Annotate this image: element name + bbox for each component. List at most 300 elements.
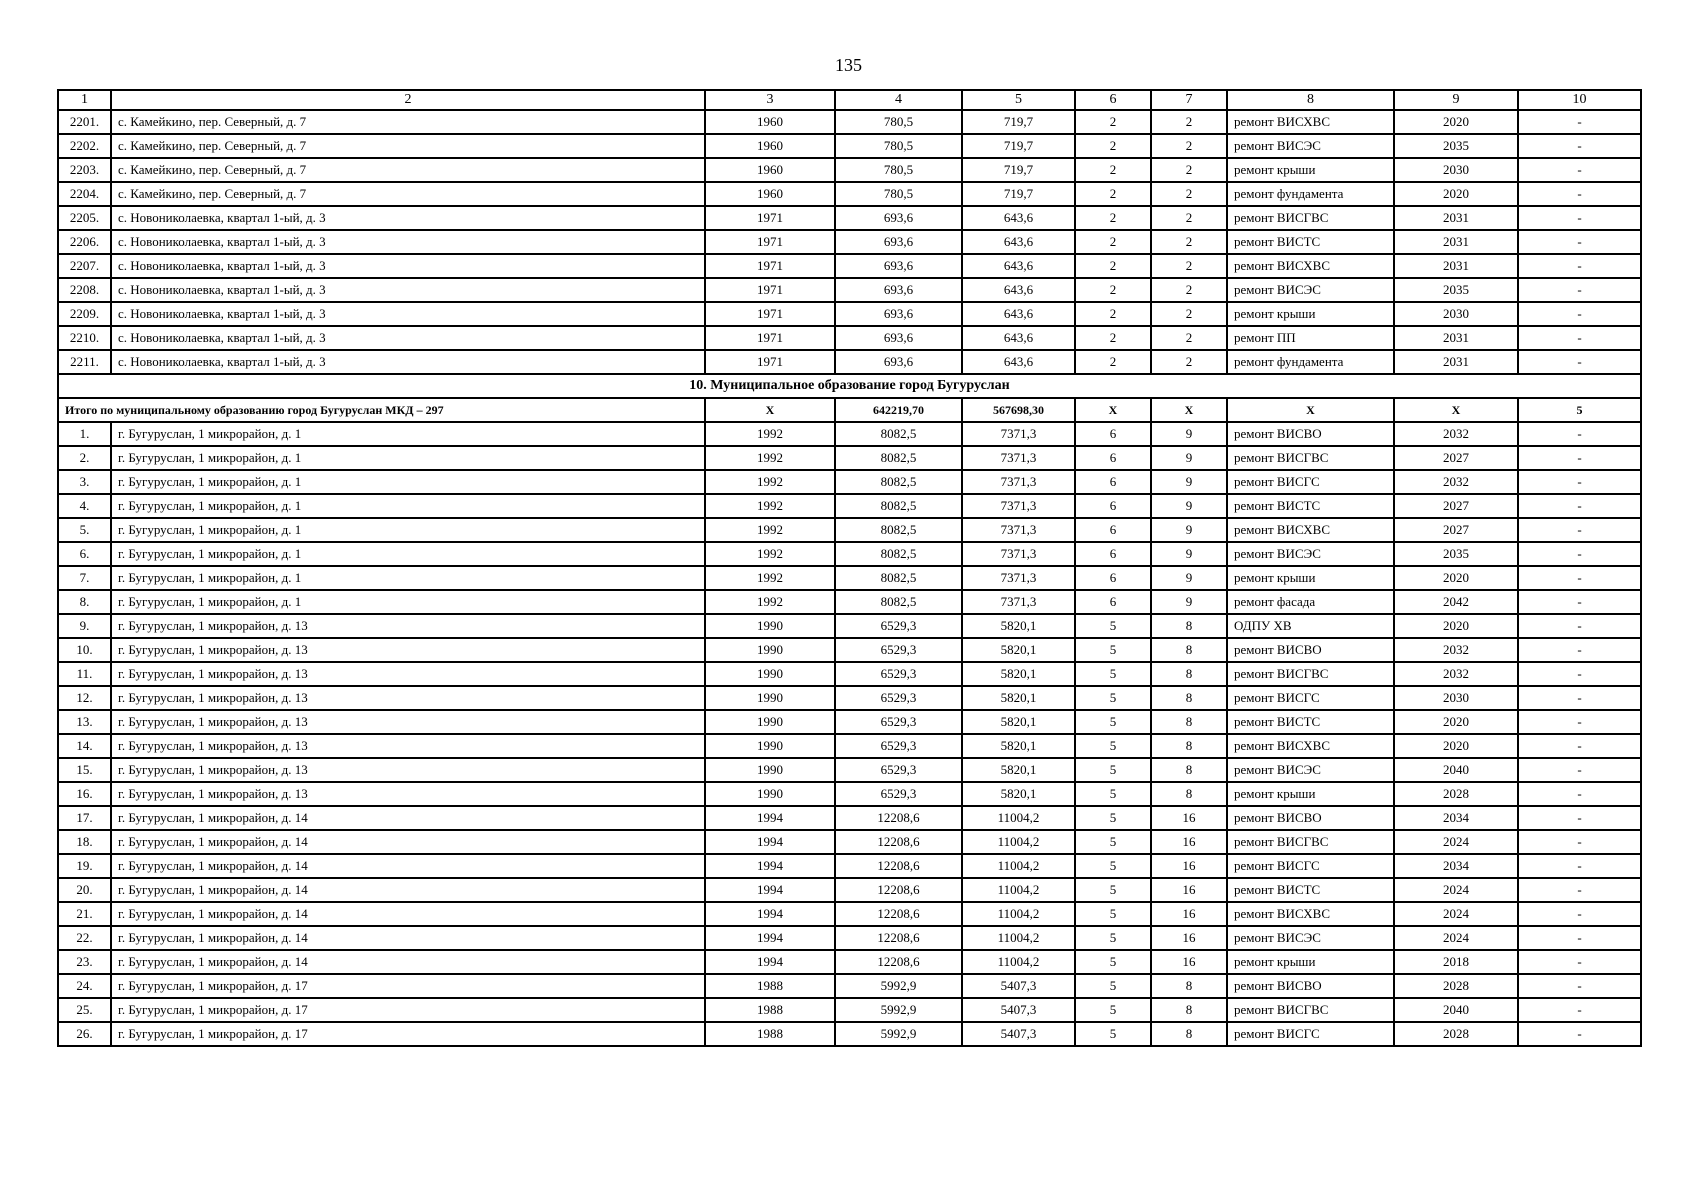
table-cell: 5	[1075, 758, 1151, 782]
table-cell: г. Бугуруслан, 1 микрорайон, д. 17	[111, 1022, 705, 1046]
table-cell: 5	[1075, 662, 1151, 686]
table-cell: 6	[1075, 446, 1151, 470]
table-cell: г. Бугуруслан, 1 микрорайон, д. 13	[111, 638, 705, 662]
table-cell: 2024	[1394, 878, 1518, 902]
table-cell: г. Бугуруслан, 1 микрорайон, д. 13	[111, 758, 705, 782]
table-cell: г. Бугуруслан, 1 микрорайон, д. 1	[111, 542, 705, 566]
table-cell: 2202.	[58, 134, 111, 158]
table-cell: ремонт ВИСХВС	[1227, 518, 1394, 542]
table-cell: 2	[1151, 350, 1227, 374]
page-number: 135	[835, 55, 862, 75]
table-cell: 21.	[58, 902, 111, 926]
table-cell: 780,5	[835, 158, 962, 182]
table-cell: ремонт ВИСВО	[1227, 806, 1394, 830]
table-row	[58, 494, 1641, 518]
table-cell: 1990	[705, 614, 835, 638]
table-cell: -	[1518, 350, 1641, 374]
table-cell: 2027	[1394, 494, 1518, 518]
table-cell: 1992	[705, 542, 835, 566]
table-row	[58, 446, 1641, 470]
table-cell: -	[1518, 134, 1641, 158]
table-cell: -	[1518, 1022, 1641, 1046]
table-cell: 1960	[705, 134, 835, 158]
total-row	[58, 398, 1641, 422]
table-cell: 5	[1075, 854, 1151, 878]
table-cell: 2	[1151, 230, 1227, 254]
table-cell: 5820,1	[962, 614, 1075, 638]
table-cell: 2.	[58, 446, 111, 470]
table-cell: г. Бугуруслан, 1 микрорайон, д. 13	[111, 710, 705, 734]
table-cell: 6.	[58, 542, 111, 566]
table-cell: 5.	[58, 518, 111, 542]
table-cell: -	[1518, 950, 1641, 974]
table-cell: ремонт ВИСЭС	[1227, 926, 1394, 950]
table-cell: 643,6	[962, 230, 1075, 254]
table-cell: -	[1518, 926, 1641, 950]
table-cell: 11004,2	[962, 950, 1075, 974]
table-cell: 11004,2	[962, 806, 1075, 830]
table-cell: 10.	[58, 638, 111, 662]
table-cell: г. Бугуруслан, 1 микрорайон, д. 1	[111, 518, 705, 542]
table-cell: -	[1518, 998, 1641, 1022]
table-cell: г. Бугуруслан, 1 микрорайон, д. 1	[111, 566, 705, 590]
header-row	[58, 90, 1641, 110]
table-cell: 6529,3	[835, 782, 962, 806]
table-row	[58, 878, 1641, 902]
table-cell: 1988	[705, 1022, 835, 1046]
table-cell: 12208,6	[835, 926, 962, 950]
table-cell: 2020	[1394, 566, 1518, 590]
table-cell: ремонт ВИСВО	[1227, 638, 1394, 662]
table-cell: 7371,3	[962, 518, 1075, 542]
table-cell: г. Бугуруслан, 1 микрорайон, д. 13	[111, 734, 705, 758]
table-cell: -	[1518, 278, 1641, 302]
table-cell: 2	[1151, 110, 1227, 134]
table-cell: 2030	[1394, 158, 1518, 182]
total-cell: X	[1227, 398, 1394, 422]
table-cell: ремонт ВИСГС	[1227, 854, 1394, 878]
table-cell: 9	[1151, 518, 1227, 542]
table-cell: 2027	[1394, 518, 1518, 542]
table-cell: 2	[1151, 326, 1227, 350]
table-cell: 11004,2	[962, 902, 1075, 926]
table-cell: ремонт ВИСГВС	[1227, 830, 1394, 854]
table-cell: 2207.	[58, 254, 111, 278]
table-cell: 1988	[705, 998, 835, 1022]
table-cell: с. Камейкино, пер. Северный, д. 7	[111, 182, 705, 206]
table-cell: -	[1518, 734, 1641, 758]
table-row	[58, 998, 1641, 1022]
table-cell: 14.	[58, 734, 111, 758]
table-cell: 719,7	[962, 134, 1075, 158]
table-cell: ремонт ВИСХВС	[1227, 254, 1394, 278]
table-cell: 6	[1075, 542, 1151, 566]
table-cell: 5407,3	[962, 974, 1075, 998]
table-cell: ремонт ВИСГС	[1227, 686, 1394, 710]
table-cell: 2031	[1394, 350, 1518, 374]
table-cell: 6529,3	[835, 614, 962, 638]
table-cell: ремонт крыши	[1227, 950, 1394, 974]
table-cell: 1992	[705, 590, 835, 614]
table-cell: 1992	[705, 566, 835, 590]
table-cell: 1971	[705, 206, 835, 230]
table-cell: 2020	[1394, 110, 1518, 134]
table-cell: 2	[1151, 302, 1227, 326]
table-cell: 7371,3	[962, 470, 1075, 494]
table-cell: 18.	[58, 830, 111, 854]
table-cell: 9	[1151, 422, 1227, 446]
table-cell: -	[1518, 518, 1641, 542]
table-row	[58, 1022, 1641, 1046]
table-cell: 2	[1075, 206, 1151, 230]
table-cell: -	[1518, 590, 1641, 614]
table-cell: ремонт ВИСХВС	[1227, 110, 1394, 134]
table-row	[58, 806, 1641, 830]
table-cell: г. Бугуруслан, 1 микрорайон, д. 13	[111, 686, 705, 710]
table-cell: 6529,3	[835, 758, 962, 782]
table-cell: 1971	[705, 326, 835, 350]
table-cell: 2	[1075, 326, 1151, 350]
table-cell: 5820,1	[962, 758, 1075, 782]
table-cell: с. Новониколаевка, квартал 1-ый, д. 3	[111, 254, 705, 278]
table-row	[58, 230, 1641, 254]
table-cell: 5	[1075, 974, 1151, 998]
table-cell: 693,6	[835, 206, 962, 230]
table-cell: 643,6	[962, 278, 1075, 302]
table-cell: 1994	[705, 830, 835, 854]
table-cell: -	[1518, 182, 1641, 206]
table-cell: 7371,3	[962, 590, 1075, 614]
table-cell: ремонт ВИСВО	[1227, 974, 1394, 998]
table-cell: 2034	[1394, 854, 1518, 878]
table-cell: -	[1518, 206, 1641, 230]
table-cell: г. Бугуруслан, 1 микрорайон, д. 1	[111, 494, 705, 518]
table-cell: 2209.	[58, 302, 111, 326]
table-cell: -	[1518, 902, 1641, 926]
table-cell: 5820,1	[962, 638, 1075, 662]
column-header: 10	[1518, 90, 1641, 110]
table-cell: 1994	[705, 950, 835, 974]
table-cell: 2	[1151, 206, 1227, 230]
table-cell: 2024	[1394, 902, 1518, 926]
table-row	[58, 254, 1641, 278]
table-cell: 2205.	[58, 206, 111, 230]
table-cell: 5	[1075, 734, 1151, 758]
table-cell: -	[1518, 806, 1641, 830]
table-cell: 693,6	[835, 326, 962, 350]
table-cell: 1988	[705, 974, 835, 998]
table-cell: 8082,5	[835, 566, 962, 590]
table-cell: ремонт ВИСТС	[1227, 230, 1394, 254]
table-cell: г. Бугуруслан, 1 микрорайон, д. 1	[111, 422, 705, 446]
column-header: 3	[705, 90, 835, 110]
table-cell: 9.	[58, 614, 111, 638]
column-header: 7	[1151, 90, 1227, 110]
table-cell: 9	[1151, 470, 1227, 494]
table-cell: 9	[1151, 494, 1227, 518]
table-cell: 693,6	[835, 230, 962, 254]
table-cell: 15.	[58, 758, 111, 782]
table-cell: 5992,9	[835, 974, 962, 998]
total-cell: 642219,70	[835, 398, 962, 422]
table-cell: ремонт фундамента	[1227, 182, 1394, 206]
table-cell: 2	[1151, 278, 1227, 302]
table-cell: 2027	[1394, 446, 1518, 470]
total-label: Итого по муниципальному образованию город Бугуруслан МКД – 297	[58, 398, 705, 422]
table-cell: 1994	[705, 806, 835, 830]
table-cell: -	[1518, 158, 1641, 182]
table-row	[58, 350, 1641, 374]
table-cell: 2	[1151, 158, 1227, 182]
table-cell: 7.	[58, 566, 111, 590]
table-cell: г. Бугуруслан, 1 микрорайон, д. 1	[111, 470, 705, 494]
table-cell: 7371,3	[962, 422, 1075, 446]
table-cell: 8.	[58, 590, 111, 614]
table-row	[58, 854, 1641, 878]
table-cell: -	[1518, 326, 1641, 350]
table-cell: 5407,3	[962, 1022, 1075, 1046]
table-cell: 719,7	[962, 182, 1075, 206]
table-row	[58, 734, 1641, 758]
table-cell: 5	[1075, 614, 1151, 638]
table-cell: 11004,2	[962, 878, 1075, 902]
table-cell: -	[1518, 662, 1641, 686]
table-row	[58, 470, 1641, 494]
table-cell: 5	[1075, 1022, 1151, 1046]
data-table	[57, 89, 1642, 1047]
table-cell: 12208,6	[835, 854, 962, 878]
table-cell: ремонт ВИСЭС	[1227, 278, 1394, 302]
table-row	[58, 926, 1641, 950]
table-cell: 8082,5	[835, 542, 962, 566]
table-cell: 5	[1075, 686, 1151, 710]
table-cell: 7371,3	[962, 542, 1075, 566]
table-cell: 19.	[58, 854, 111, 878]
table-cell: 8082,5	[835, 422, 962, 446]
table-cell: 2	[1075, 182, 1151, 206]
table-row	[58, 758, 1641, 782]
table-row	[58, 950, 1641, 974]
table-cell: 2035	[1394, 278, 1518, 302]
table-cell: 1992	[705, 422, 835, 446]
table-cell: 1990	[705, 662, 835, 686]
table-cell: 1994	[705, 902, 835, 926]
table-cell: 11004,2	[962, 926, 1075, 950]
table-cell: 2024	[1394, 830, 1518, 854]
table-cell: -	[1518, 830, 1641, 854]
table-cell: 2030	[1394, 686, 1518, 710]
table-cell: -	[1518, 974, 1641, 998]
table-cell: 8082,5	[835, 590, 962, 614]
table-cell: 2208.	[58, 278, 111, 302]
column-header: 9	[1394, 90, 1518, 110]
table-cell: 780,5	[835, 110, 962, 134]
table-cell: 1994	[705, 926, 835, 950]
table-cell: 2020	[1394, 182, 1518, 206]
table-cell: 643,6	[962, 254, 1075, 278]
table-cell: -	[1518, 302, 1641, 326]
table-cell: 11004,2	[962, 854, 1075, 878]
table-cell: -	[1518, 446, 1641, 470]
table-cell: 2	[1075, 230, 1151, 254]
table-cell: 5	[1075, 998, 1151, 1022]
table-cell: 693,6	[835, 254, 962, 278]
table-cell: г. Бугуруслан, 1 микрорайон, д. 1	[111, 446, 705, 470]
table-cell: 5	[1075, 782, 1151, 806]
table-cell: 2	[1075, 158, 1151, 182]
table-cell: -	[1518, 614, 1641, 638]
table-cell: г. Бугуруслан, 1 микрорайон, д. 17	[111, 998, 705, 1022]
table-cell: 6529,3	[835, 710, 962, 734]
table-cell: 2032	[1394, 638, 1518, 662]
table-cell: 8	[1151, 998, 1227, 1022]
table-cell: 2028	[1394, 974, 1518, 998]
table-cell: -	[1518, 230, 1641, 254]
table-cell: ремонт крыши	[1227, 302, 1394, 326]
table-cell: 2	[1075, 350, 1151, 374]
table-cell: г. Бугуруслан, 1 микрорайон, д. 14	[111, 854, 705, 878]
table-cell: 8	[1151, 974, 1227, 998]
table-cell: 8	[1151, 782, 1227, 806]
table-cell: 1960	[705, 182, 835, 206]
table-cell: 16	[1151, 854, 1227, 878]
table-cell: ремонт ВИСВО	[1227, 422, 1394, 446]
table-cell: -	[1518, 422, 1641, 446]
table-cell: 5	[1075, 878, 1151, 902]
table-cell: 9	[1151, 590, 1227, 614]
table-cell: 12.	[58, 686, 111, 710]
table-cell: 8082,5	[835, 494, 962, 518]
table-cell: 2032	[1394, 422, 1518, 446]
total-cell: X	[1075, 398, 1151, 422]
table-cell: 13.	[58, 710, 111, 734]
table-cell: 12208,6	[835, 878, 962, 902]
table-cell: ремонт ВИСГВС	[1227, 446, 1394, 470]
table-cell: 6529,3	[835, 686, 962, 710]
table-cell: 693,6	[835, 302, 962, 326]
table-cell: 11004,2	[962, 830, 1075, 854]
table-cell: ремонт фасада	[1227, 590, 1394, 614]
total-cell: X	[1394, 398, 1518, 422]
table-cell: 9	[1151, 542, 1227, 566]
table-cell: 1990	[705, 710, 835, 734]
table-row	[58, 974, 1641, 998]
table-cell: 6529,3	[835, 734, 962, 758]
table-cell: г. Бугуруслан, 1 микрорайон, д. 14	[111, 902, 705, 926]
table-row	[58, 542, 1641, 566]
table-cell: 5820,1	[962, 782, 1075, 806]
table-cell: 7371,3	[962, 566, 1075, 590]
table-cell: 6	[1075, 494, 1151, 518]
table-cell: -	[1518, 638, 1641, 662]
section-heading-row	[58, 374, 1641, 398]
table-cell: 26.	[58, 1022, 111, 1046]
table-cell: 12208,6	[835, 806, 962, 830]
table-cell: 2024	[1394, 926, 1518, 950]
column-header: 6	[1075, 90, 1151, 110]
table-cell: 20.	[58, 878, 111, 902]
table-cell: 5	[1075, 926, 1151, 950]
table-cell: 5992,9	[835, 1022, 962, 1046]
table-cell: 693,6	[835, 350, 962, 374]
table-cell: ремонт ВИСТС	[1227, 494, 1394, 518]
table-cell: ремонт ВИСЭС	[1227, 758, 1394, 782]
table-cell: 2206.	[58, 230, 111, 254]
table-cell: ремонт крыши	[1227, 566, 1394, 590]
table-cell: 2201.	[58, 110, 111, 134]
table-cell: 1994	[705, 854, 835, 878]
table-cell: 643,6	[962, 206, 1075, 230]
table-cell: 1990	[705, 758, 835, 782]
column-header: 4	[835, 90, 962, 110]
table-row	[58, 710, 1641, 734]
table-cell: ремонт фундамента	[1227, 350, 1394, 374]
table-cell: с. Камейкино, пер. Северный, д. 7	[111, 158, 705, 182]
table-cell: 2035	[1394, 134, 1518, 158]
table-cell: 2031	[1394, 206, 1518, 230]
table-cell: 9	[1151, 446, 1227, 470]
table-cell: 9	[1151, 566, 1227, 590]
table-row	[58, 326, 1641, 350]
table-cell: 2211.	[58, 350, 111, 374]
table-cell: 2042	[1394, 590, 1518, 614]
table-row	[58, 110, 1641, 134]
table-cell: 6529,3	[835, 662, 962, 686]
table-cell: 2	[1151, 254, 1227, 278]
table-cell: 2035	[1394, 542, 1518, 566]
table-cell: 6	[1075, 422, 1151, 446]
table-cell: 7371,3	[962, 494, 1075, 518]
table-row	[58, 686, 1641, 710]
table-cell: 6	[1075, 470, 1151, 494]
table-cell: 16	[1151, 926, 1227, 950]
table-cell: 3.	[58, 470, 111, 494]
table-cell: 1990	[705, 782, 835, 806]
table-cell: 1990	[705, 638, 835, 662]
table-cell: 17.	[58, 806, 111, 830]
table-cell: 2203.	[58, 158, 111, 182]
table-cell: 16	[1151, 830, 1227, 854]
table-cell: ремонт ВИСЭС	[1227, 542, 1394, 566]
table-cell: 6	[1075, 590, 1151, 614]
table-row	[58, 422, 1641, 446]
column-header: 2	[111, 90, 705, 110]
table-cell: 1971	[705, 302, 835, 326]
table-cell: 2018	[1394, 950, 1518, 974]
table-cell: ремонт ВИСТС	[1227, 710, 1394, 734]
table-cell: 8	[1151, 638, 1227, 662]
table-cell: 4.	[58, 494, 111, 518]
table-cell: г. Бугуруслан, 1 микрорайон, д. 17	[111, 974, 705, 998]
table-cell: 2210.	[58, 326, 111, 350]
table-cell: 6	[1075, 518, 1151, 542]
table-cell: г. Бугуруслан, 1 микрорайон, д. 1	[111, 590, 705, 614]
table-cell: ремонт ВИСГВС	[1227, 206, 1394, 230]
table-cell: 5820,1	[962, 734, 1075, 758]
table-cell: ремонт ВИСГВС	[1227, 998, 1394, 1022]
table-cell: 5	[1075, 950, 1151, 974]
table-cell: 5	[1075, 638, 1151, 662]
table-cell: 5992,9	[835, 998, 962, 1022]
table-cell: 1992	[705, 446, 835, 470]
table-cell: 16	[1151, 806, 1227, 830]
table-cell: г. Бугуруслан, 1 микрорайон, д. 14	[111, 806, 705, 830]
table-cell: 23.	[58, 950, 111, 974]
table-cell: 8	[1151, 614, 1227, 638]
table-cell: -	[1518, 542, 1641, 566]
column-header: 1	[58, 90, 111, 110]
table-cell: 1971	[705, 230, 835, 254]
